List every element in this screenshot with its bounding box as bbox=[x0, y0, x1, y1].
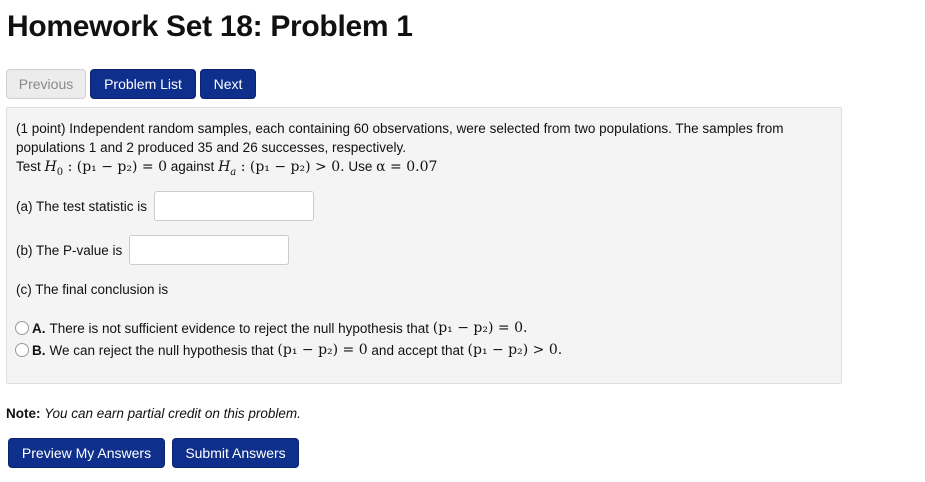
part-b-label: (b) The P-value is bbox=[16, 242, 123, 258]
option-a-text: There is not sufficient evidence to reject the null hypothesis that bbox=[49, 320, 429, 336]
option-b-text1: We can reject the null hypothesis that bbox=[49, 342, 274, 358]
option-b-math2: (p₁ − p₂) > 0. bbox=[467, 342, 563, 358]
option-a-radio[interactable] bbox=[15, 321, 29, 335]
option-b-radio[interactable] bbox=[15, 343, 29, 357]
previous-button[interactable]: Previous bbox=[6, 69, 86, 99]
problem-statement bbox=[16, 119, 831, 182]
option-b-letter: B. bbox=[32, 342, 46, 358]
alternative-hypothesis: $H_a$ : (p₁ − p₂) > 0. bbox=[218, 159, 345, 178]
p-value-input[interactable] bbox=[129, 235, 289, 265]
problem-container bbox=[6, 107, 842, 384]
option-b-math1: (p₁ − p₂) = 0 bbox=[277, 342, 368, 358]
against-text: against bbox=[170, 159, 215, 174]
test-statistic-input[interactable] bbox=[154, 191, 314, 221]
use-alpha-prefix: Use bbox=[348, 159, 373, 174]
option-b[interactable] bbox=[15, 342, 562, 358]
part-a-label: (a) The test statistic is bbox=[16, 198, 148, 214]
problem-navigation bbox=[6, 69, 256, 99]
part-a-row bbox=[16, 191, 314, 221]
option-a-letter: A. bbox=[32, 320, 46, 336]
part-c-label: (c) The final conclusion is bbox=[16, 282, 169, 297]
alpha-value: α = 0.07 bbox=[376, 159, 438, 175]
option-a-math: (p₁ − p₂) = 0. bbox=[432, 320, 528, 336]
part-b-row bbox=[16, 235, 289, 265]
preview-answers-button[interactable]: Preview My Answers bbox=[8, 438, 165, 468]
next-button[interactable]: Next bbox=[200, 69, 256, 99]
null-hypothesis: $H_0$ : (p₁ − p₂) = 0 bbox=[44, 159, 167, 178]
answer-actions bbox=[8, 438, 299, 468]
note bbox=[6, 406, 301, 421]
submit-answers-button[interactable]: Submit Answers bbox=[172, 438, 299, 468]
note-text: You can earn partial credit on this problem. bbox=[44, 406, 301, 421]
problem-points: (1 point) bbox=[16, 121, 66, 136]
option-a[interactable] bbox=[15, 320, 527, 336]
option-b-text2: and accept that bbox=[371, 342, 464, 358]
page-title: Homework Set 18: Problem 1 bbox=[7, 10, 413, 43]
problem-list-button[interactable]: Problem List bbox=[90, 69, 196, 99]
problem-intro-text: Independent random samples, each containing 60 observations, were selected from two populations. The samples from populations 1 and 2 produced 35 and 26 successes, respectively. bbox=[16, 121, 784, 155]
note-label: Note: bbox=[6, 406, 41, 421]
test-prefix: Test bbox=[16, 159, 41, 174]
